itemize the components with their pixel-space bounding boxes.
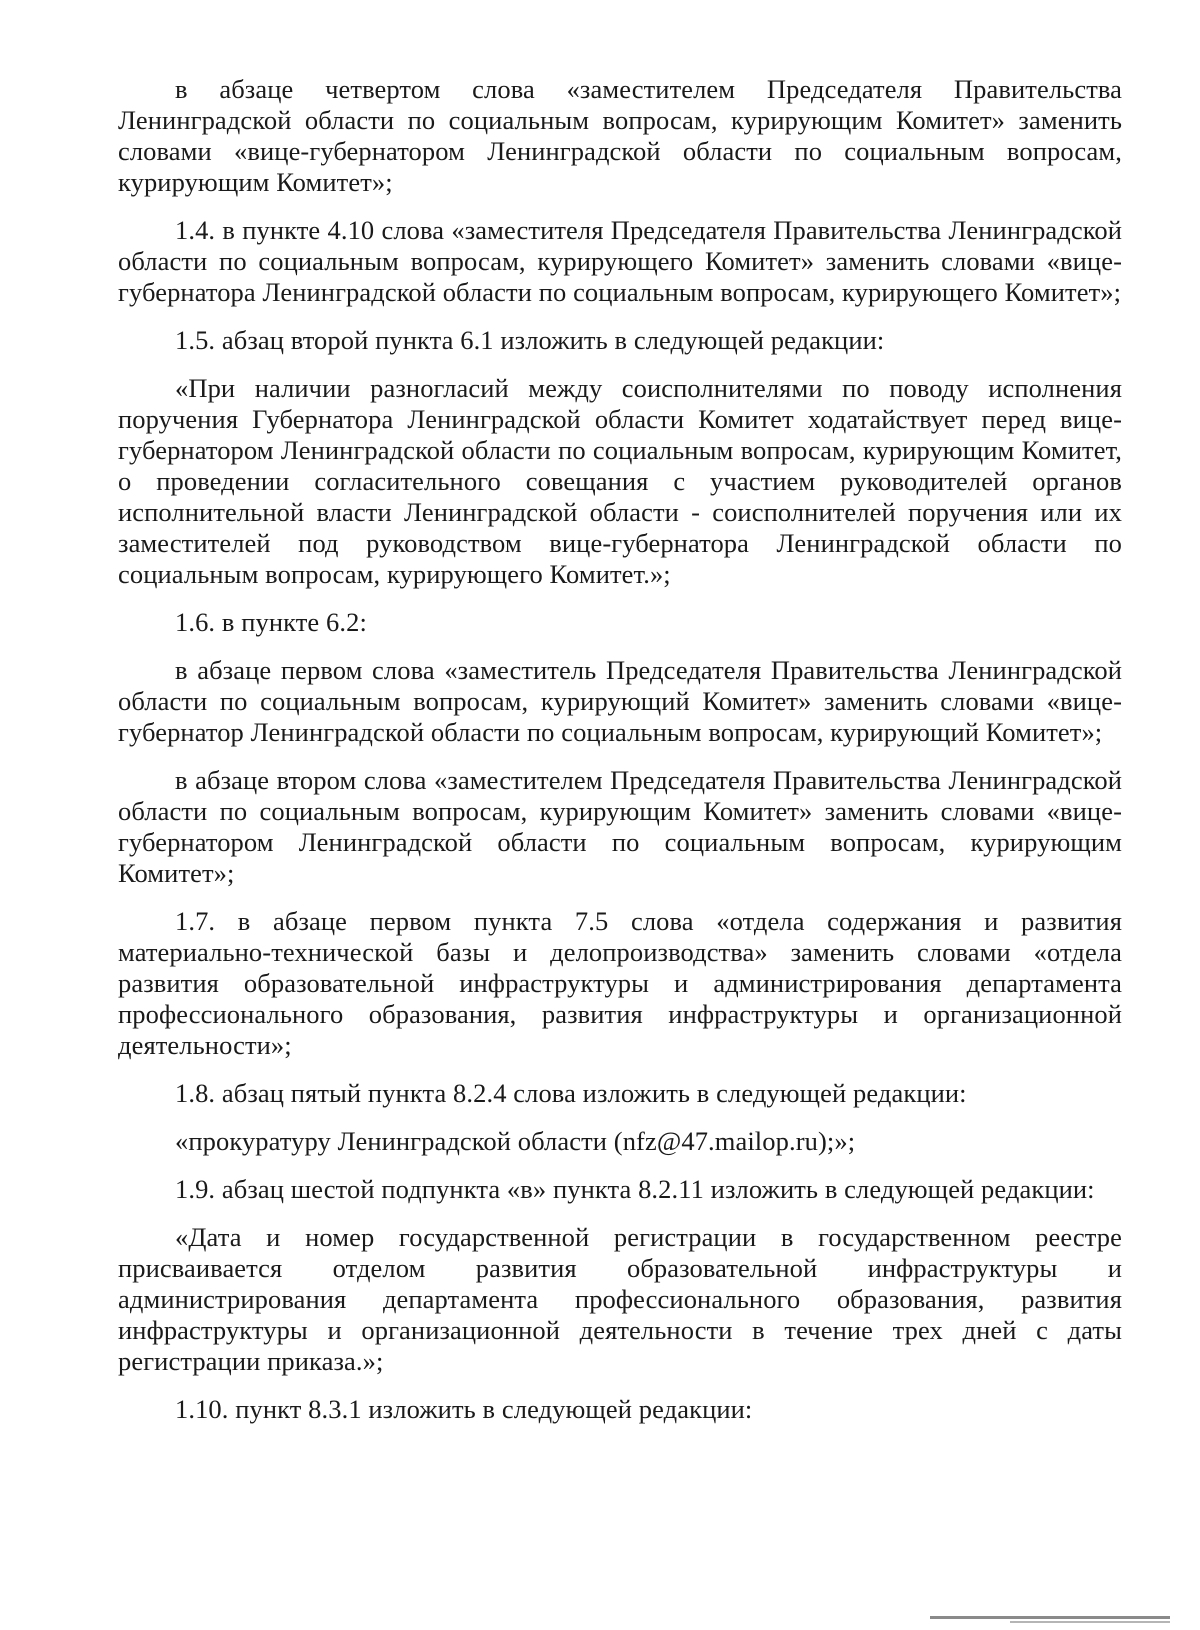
scan-artifact-line	[930, 1616, 1170, 1619]
scan-artifact-line-thin	[1010, 1621, 1170, 1623]
paragraph-1-7: 1.7. в абзаце первом пункта 7.5 слова «отдела содержания и развития материально-технической базы и делопроизводства» заменить словами «отдела развития образовательной инфраструктуры и администрирования департамента профессионального образования, развития инфраструктуры и организационной деятельности»;	[118, 906, 1122, 1060]
paragraph-1-5: 1.5. абзац второй пункта 6.1 изложить в следующей редакции:	[175, 325, 885, 355]
document-page	[118, 74, 1122, 1442]
paragraph-1-10: 1.10. пункт 8.3.1 изложить в следующей редакции:	[175, 1394, 753, 1424]
paragraph-amendment-para4: в абзаце четвертом слова «заместителем Председателя Правительства Ленинградской области по социальным вопросам, курирующим Комитет» заменить словами «вице-губернатором Ленинградской области по социальным вопросам, курирующим Комитет»;	[118, 74, 1122, 197]
paragraph-1-6-first: в абзаце первом слова «заместитель Председателя Правительства Ленинградской области по социальным вопросам, курирующий Комитет» заменить словами «вице-губернатор Ленинградской области по социальным вопросам, курирующий Комитет»;	[118, 655, 1122, 747]
paragraph-1-6: 1.6. в пункте 6.2:	[175, 607, 367, 637]
paragraph-1-5-quote: «При наличии разногласий между соисполнителями по поводу исполнения поручения Губернатора Ленинградской области Комитет ходатайствует перед вице-губернатором Ленинградской области по социальным вопросам, курирующим Комитет, о проведении согласительного совещания с участием руководителей органов исполнительной власти Ленинградской области - соисполнителей поручения или их заместителей под руководством вице-губернатора Ленинградской области по социальным вопросам, курирующего Комитет.»;	[118, 373, 1122, 589]
paragraph-1-9: 1.9. абзац шестой подпункта «в» пункта 8.2.11 изложить в следующей редакции:	[175, 1174, 1095, 1204]
paragraph-1-6-second: в абзаце втором слова «заместителем Председателя Правительства Ленинградской области по социальным вопросам, курирующим Комитет» заменить словами «вице-губернатором Ленинградской области по социальным вопросам, курирующим Комитет»;	[118, 765, 1122, 888]
paragraph-1-8-quote: «прокуратуру Ленинградской области (nfz@47.mailop.ru);»;	[175, 1126, 856, 1156]
paragraph-1-8: 1.8. абзац пятый пункта 8.2.4 слова изложить в следующей редакции:	[175, 1078, 967, 1108]
paragraph-1-9-quote: «Дата и номер государственной регистрации в государственном реестре присваивается отделом развития образовательной инфраструктуры и администрирования департамента профессионального образования, развития инфраструктуры и организационной деятельности в течение трех дней с даты регистрации приказа.»;	[118, 1222, 1122, 1376]
paragraph-1-4: 1.4. в пункте 4.10 слова «заместителя Председателя Правительства Ленинградской области по социальным вопросам, курирующего Комитет» заменить словами «вице-губернатора Ленинградской области по социальным вопросам, курирующего Комитет»;	[118, 215, 1122, 307]
